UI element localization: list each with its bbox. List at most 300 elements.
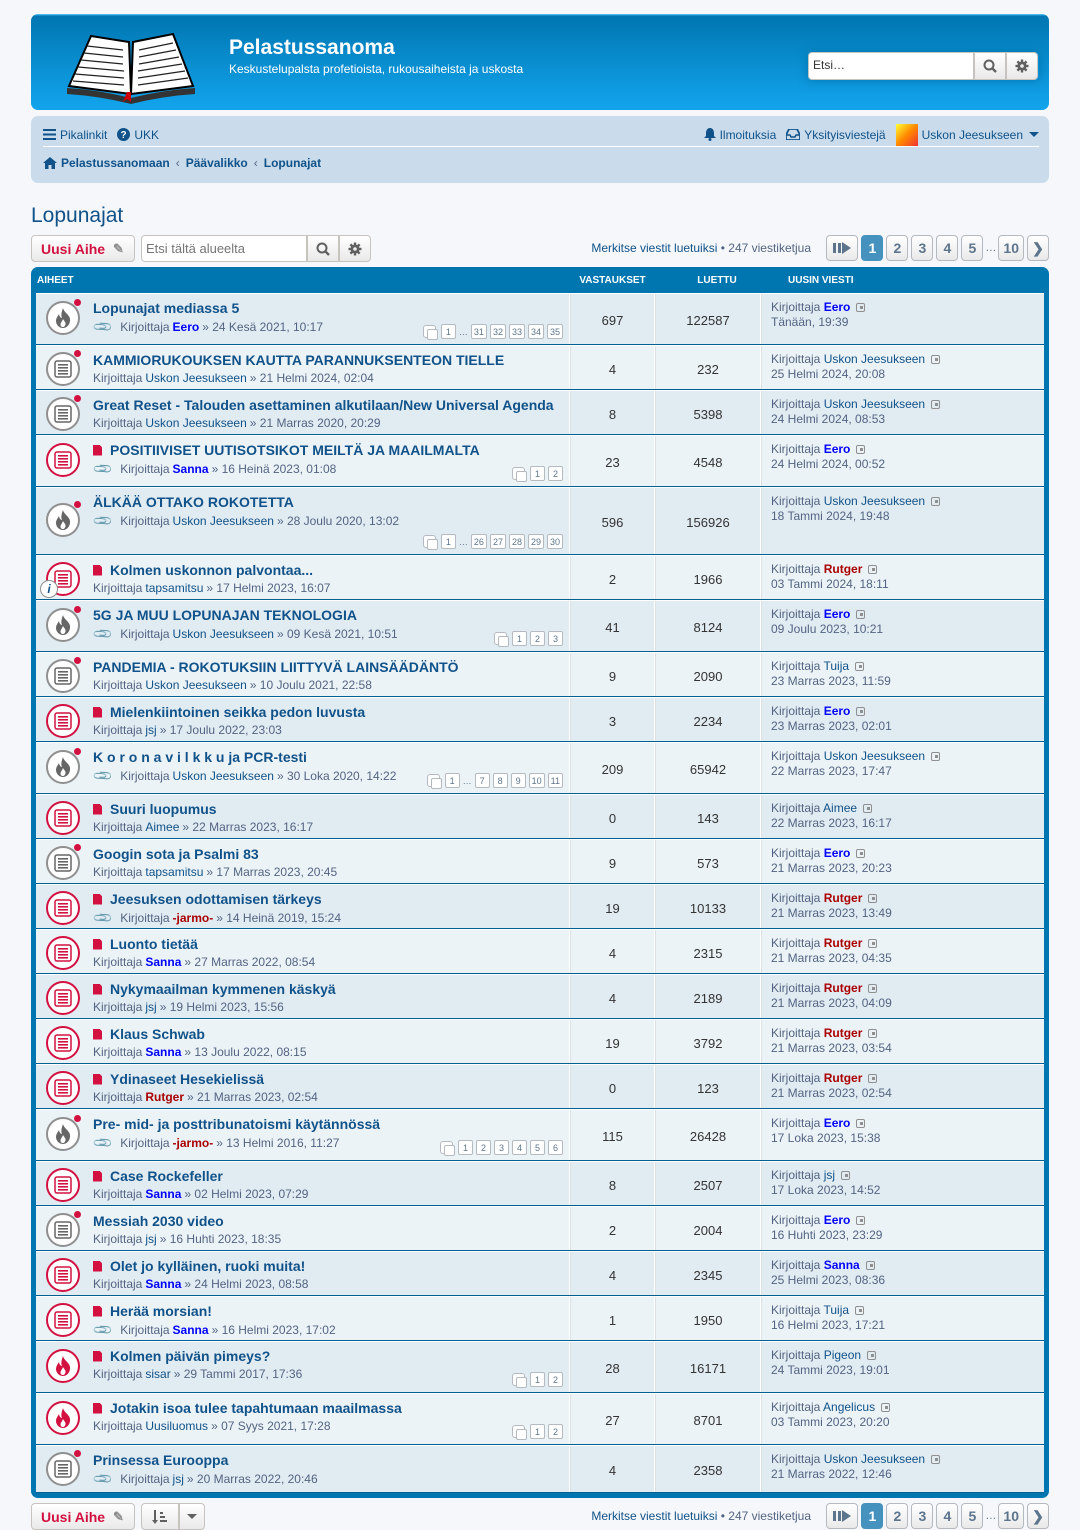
topic-title[interactable] (93, 1116, 380, 1132)
separator: » (159, 1000, 170, 1014)
topic-author[interactable]: jsj (145, 723, 157, 737)
topic-pagination (421, 324, 563, 339)
topic-title[interactable] (93, 749, 307, 765)
mark-read-link[interactable]: Merkitse viestit luetuiksi (591, 241, 718, 255)
topic-page-link[interactable]: 6 (548, 1140, 563, 1155)
topic-author[interactable]: jsj (145, 1000, 157, 1014)
topic-page-link[interactable]: 4 (512, 1140, 527, 1155)
topic-title[interactable] (93, 352, 504, 368)
page-3[interactable]: 3 (911, 235, 933, 261)
go-to-post-icon[interactable] (931, 1455, 940, 1464)
last-post-author[interactable]: Uskon Jeesukseen (823, 352, 926, 366)
last-post-author[interactable]: Uskon Jeesukseen (823, 1452, 926, 1466)
last-post-author[interactable]: Rutger (823, 1071, 863, 1085)
topic-page-link[interactable]: 1 (458, 1140, 473, 1155)
topic-author[interactable]: Uskon Jeesukseen (172, 627, 274, 641)
last-post-author[interactable]: Eero (823, 1116, 851, 1130)
topic-title[interactable] (93, 1213, 224, 1229)
topic-date: 30 Loka 2020, 14:22 (286, 769, 397, 783)
topic-author[interactable]: Sanna (172, 1323, 209, 1337)
topic-meta (93, 865, 337, 879)
page-2[interactable]: 2 (886, 1503, 908, 1529)
last-post-author[interactable]: Angelicus (823, 1400, 876, 1414)
unread-post-icon[interactable] (93, 1261, 102, 1272)
topic-title[interactable] (93, 494, 294, 510)
topic-cell (36, 1207, 570, 1250)
topic-page-link[interactable]: 26 (471, 534, 487, 549)
topic-title[interactable] (93, 300, 239, 316)
topic-meta (93, 1232, 281, 1246)
go-to-post-icon[interactable] (841, 1171, 850, 1180)
next-page-button[interactable] (1027, 1503, 1049, 1529)
page-10[interactable]: 10 (998, 1503, 1024, 1529)
separator: » (249, 416, 260, 430)
notifications-link[interactable] (704, 128, 777, 142)
view-count: 1950 (655, 1297, 761, 1340)
last-post-author[interactable]: Tuija (823, 659, 850, 673)
by-label: Kirjoittaja (93, 1367, 143, 1381)
reply-count: 115 (570, 1110, 655, 1160)
topic-meta (93, 1045, 307, 1059)
last-post-date: 03 Tammi 2024, 18:11 (771, 577, 889, 591)
topic-author[interactable]: Sanna (172, 462, 209, 476)
last-post-date: 21 Marras 2023, 13:49 (771, 906, 892, 920)
go-to-post-icon[interactable] (856, 445, 865, 454)
go-to-post-icon[interactable] (868, 939, 877, 948)
last-post-date: 21 Marras 2023, 04:35 (771, 951, 892, 965)
search-button[interactable] (974, 52, 1006, 80)
view-count: 2315 (655, 930, 761, 973)
topic-page-link[interactable]: 1 (530, 1372, 545, 1387)
page-5[interactable]: 5 (961, 1503, 983, 1529)
topic-page-link[interactable]: 27 (490, 534, 506, 549)
page-2[interactable]: 2 (886, 235, 908, 261)
topic-page-link[interactable]: 28 (509, 534, 525, 549)
page-3[interactable]: 3 (911, 1503, 933, 1529)
last-post-author[interactable]: Rutger (823, 936, 863, 950)
action-bar-bottom (31, 1503, 1049, 1530)
new-topic-button[interactable] (31, 1503, 135, 1530)
last-post-author-line (771, 704, 1044, 719)
site-title[interactable]: Pelastussanoma (229, 36, 395, 59)
last-post-author[interactable]: Rutger (823, 1026, 863, 1040)
view-count: 2345 (655, 1252, 761, 1295)
topic-author[interactable]: Aimee (145, 820, 180, 834)
reply-count: 4 (570, 975, 655, 1018)
last-post-author[interactable]: Rutger (823, 562, 863, 576)
unread-post-icon[interactable] (93, 1403, 102, 1414)
by-label: Kirjoittaja (771, 1116, 821, 1130)
topic-title[interactable] (93, 1452, 228, 1468)
topic-author[interactable]: Rutger (145, 1090, 185, 1104)
by-label: Kirjoittaja (771, 1026, 821, 1040)
last-post-author[interactable]: Eero (823, 607, 851, 621)
go-to-post-icon[interactable] (931, 752, 940, 761)
topic-title[interactable] (93, 1026, 205, 1042)
topic-page-link[interactable]: 1 (512, 631, 527, 646)
jump-to-page-button[interactable] (826, 235, 858, 261)
next-page-button[interactable] (1027, 235, 1049, 261)
go-to-post-icon[interactable] (866, 1261, 875, 1270)
breadcrumb-forum[interactable]: Lopunajat (263, 156, 322, 170)
unread-post-icon[interactable] (93, 445, 102, 456)
topic-page-link[interactable]: 7 (475, 773, 490, 788)
go-to-post-icon[interactable] (855, 662, 864, 671)
go-to-post-icon[interactable] (931, 355, 940, 364)
header-views: LUETTU (697, 274, 737, 286)
hot-topic-icon[interactable] (46, 608, 80, 642)
topic-date: 13 Joulu 2022, 08:15 (194, 1045, 307, 1059)
forum-search-input[interactable] (141, 235, 307, 262)
hot-topic-icon[interactable] (46, 503, 80, 537)
topic-page-link[interactable]: 1 (530, 466, 545, 481)
unread-post-icon[interactable] (93, 984, 102, 995)
topic-author[interactable]: -jarmo- (172, 1136, 214, 1150)
go-to-post-icon[interactable] (868, 984, 877, 993)
topic-icon[interactable] (46, 1452, 80, 1486)
last-post-author[interactable]: Eero (823, 300, 851, 314)
topic-title[interactable] (93, 704, 365, 720)
separator: » (184, 1277, 195, 1291)
quicklinks-menu[interactable] (43, 128, 107, 142)
topic-page-link[interactable]: 29 (528, 534, 544, 549)
hot-topic-icon[interactable] (46, 1117, 80, 1151)
topic-row (36, 1296, 1044, 1341)
topic-page-link[interactable]: 35 (547, 324, 563, 339)
forum-advanced-search-button[interactable] (339, 235, 371, 262)
last-post-author[interactable]: Rutger (823, 981, 863, 995)
advanced-search-button[interactable] (1006, 52, 1038, 80)
unread-post-icon[interactable] (93, 1171, 102, 1182)
last-post-date: 16 Helmi 2023, 17:21 (771, 1318, 886, 1332)
unread-post-icon[interactable] (93, 1074, 102, 1085)
last-post-date: Tänään, 19:39 (771, 315, 849, 329)
last-post-author-line (771, 1071, 1044, 1086)
topic-row (36, 1064, 1044, 1109)
bible-logo[interactable] (61, 28, 201, 104)
topic-page-link[interactable]: 32 (490, 324, 506, 339)
info-icon[interactable]: i (40, 580, 58, 598)
hot-topic-icon[interactable] (46, 750, 80, 784)
by-label: Kirjoittaja (93, 1090, 143, 1104)
paperclip-icon: 📎 (91, 906, 114, 929)
go-to-post-icon[interactable] (856, 1119, 865, 1128)
unread-topic-icon[interactable] (46, 1258, 80, 1292)
topic-page-link[interactable]: 2 (548, 1424, 563, 1439)
topic-page-link[interactable]: 10 (529, 773, 545, 788)
by-label: Kirjoittaja (120, 514, 170, 528)
last-post-cell (761, 391, 1044, 434)
by-label: Kirjoittaja (771, 1071, 821, 1085)
unread-post-icon[interactable] (93, 804, 102, 815)
site-header (31, 14, 1049, 110)
topic-title[interactable] (93, 1348, 270, 1364)
topic-page-link[interactable]: 1 (445, 773, 460, 788)
user-menu[interactable] (896, 124, 1039, 146)
go-to-post-icon[interactable] (881, 1403, 890, 1412)
topic-title-text: Kolmen uskonnon palvontaa... (110, 562, 314, 578)
by-label: Kirjoittaja (93, 1232, 143, 1246)
topic-title[interactable] (93, 442, 480, 458)
topic-date: 07 Syys 2021, 17:28 (221, 1419, 331, 1433)
page-5[interactable]: 5 (961, 235, 983, 261)
last-post-author[interactable]: Eero (823, 442, 851, 456)
breadcrumb-home[interactable]: Pelastussanomaan (61, 156, 170, 170)
last-post-author[interactable]: Eero (823, 704, 851, 718)
topic-row (36, 652, 1044, 697)
topic-page-link[interactable]: 33 (509, 324, 525, 339)
sort-button[interactable] (141, 1503, 179, 1530)
unread-topic-icon[interactable] (46, 801, 80, 835)
header-last-post: UUSIN VIESTI (788, 274, 854, 286)
topic-author[interactable]: Sanna (145, 955, 182, 969)
last-post-date: 09 Joulu 2023, 10:21 (771, 622, 884, 636)
topic-icon[interactable] (46, 397, 80, 431)
last-post-author-line (771, 1168, 1044, 1183)
last-post-cell (761, 840, 1044, 883)
by-label: Kirjoittaja (771, 891, 821, 905)
topic-page-link[interactable]: 1 (441, 324, 456, 339)
last-post-author[interactable]: Sanna (823, 1258, 860, 1272)
topic-icon[interactable] (46, 846, 80, 880)
separator: » (184, 1187, 195, 1201)
topic-page-link[interactable]: 5 (530, 1140, 545, 1155)
page-1[interactable]: 1 (861, 1503, 883, 1529)
paperclip-icon: 📎 (91, 315, 114, 338)
last-post-author[interactable]: Eero (823, 1213, 851, 1227)
sort-dropdown-button[interactable] (179, 1503, 205, 1530)
last-post-date: 24 Helmi 2024, 08:53 (771, 412, 886, 426)
topic-author[interactable]: jsj (172, 1472, 184, 1486)
topic-author[interactable]: Uskon Jeesukseen (145, 371, 247, 385)
unread-post-icon[interactable] (93, 1029, 102, 1040)
topic-page-link[interactable]: 1 (441, 534, 456, 549)
topic-author[interactable]: Uusiluomus (145, 1419, 209, 1433)
topic-title[interactable] (93, 1071, 264, 1087)
go-to-post-icon[interactable] (931, 400, 940, 409)
last-post-author[interactable]: Pigeon (823, 1348, 862, 1362)
topic-title[interactable] (93, 1168, 223, 1184)
topic-title[interactable] (93, 607, 357, 623)
go-to-post-icon[interactable] (863, 804, 872, 813)
topic-icon[interactable] (46, 659, 80, 693)
new-post-dot-icon (74, 1115, 81, 1122)
go-to-post-icon[interactable] (856, 303, 865, 312)
topic-page-link[interactable]: 31 (471, 324, 487, 339)
username-label: Uskon Jeesukseen (921, 127, 1023, 142)
topic-row (36, 1341, 1044, 1393)
forum-search-button[interactable] (307, 235, 339, 262)
jump-page-icon (833, 242, 851, 254)
last-post-author[interactable]: jsj (823, 1168, 836, 1182)
jump-to-page-button[interactable] (826, 1503, 858, 1529)
by-label: Kirjoittaja (771, 352, 821, 366)
topic-page-link[interactable]: 11 (548, 773, 563, 788)
last-post-author[interactable]: Uskon Jeesukseen (823, 494, 926, 508)
topic-page-link[interactable]: 9 (511, 773, 526, 788)
topic-title[interactable] (93, 1400, 402, 1416)
by-label: Kirjoittaja (771, 1168, 821, 1182)
go-to-post-icon[interactable] (856, 610, 865, 619)
by-label: Kirjoittaja (120, 1472, 170, 1486)
unread-topic-icon[interactable] (46, 1303, 80, 1337)
go-to-post-icon[interactable] (868, 565, 877, 574)
page-ellipsis: … (462, 775, 472, 786)
topic-title[interactable] (93, 659, 459, 675)
unread-post-icon[interactable] (93, 707, 102, 718)
unread-post-icon[interactable] (93, 939, 102, 950)
go-to-post-icon[interactable] (868, 1029, 877, 1038)
page-4[interactable]: 4 (936, 1503, 958, 1529)
topic-author[interactable]: sisar (145, 1367, 171, 1381)
topic-cell (36, 930, 570, 973)
new-topic-button[interactable] (31, 235, 135, 262)
last-post-author[interactable]: Uskon Jeesukseen (823, 749, 926, 763)
reply-count: 0 (570, 795, 655, 838)
topic-page-link[interactable]: 2 (548, 466, 563, 481)
last-post-cell (761, 1342, 1044, 1392)
topic-icon[interactable] (46, 352, 80, 386)
topic-meta (91, 1318, 336, 1341)
topic-author[interactable]: jsj (145, 1232, 157, 1246)
go-to-post-icon[interactable] (856, 849, 865, 858)
topic-page-link[interactable]: 3 (494, 1140, 509, 1155)
go-to-post-icon[interactable] (855, 1306, 864, 1315)
view-count: 8124 (655, 601, 761, 651)
header-search-input[interactable]: Etsi… (808, 52, 974, 80)
last-post-author[interactable]: Tuija (823, 1303, 850, 1317)
topic-meta (91, 622, 398, 645)
view-count: 2234 (655, 698, 761, 741)
last-post-cell (761, 601, 1044, 651)
private-messages-link[interactable] (786, 128, 885, 142)
last-post-author[interactable]: Rutger (823, 891, 863, 905)
unread-topic-icon[interactable] (46, 981, 80, 1015)
last-post-cell (761, 1446, 1044, 1492)
reply-count: 209 (570, 743, 655, 793)
unread-topic-icon[interactable] (46, 936, 80, 970)
unread-topic-icon[interactable] (46, 1168, 80, 1202)
topic-author[interactable]: tapsamitsu (145, 865, 204, 879)
unread-post-icon[interactable] (93, 894, 102, 905)
topic-date: 02 Helmi 2023, 07:29 (194, 1187, 309, 1201)
topic-page-link[interactable]: 8 (493, 773, 508, 788)
topic-cell (36, 1446, 570, 1492)
sort-options (141, 1503, 205, 1530)
chevron-right-icon: ❯ (1032, 239, 1044, 256)
topic-title[interactable] (93, 562, 313, 578)
hot-topic-icon[interactable] (46, 301, 80, 335)
topic-page-link[interactable]: 2 (548, 1372, 563, 1387)
topic-author[interactable]: tapsamitsu (145, 581, 204, 595)
gear-icon (1015, 59, 1029, 73)
topic-author[interactable]: Sanna (145, 1045, 182, 1059)
topic-title[interactable] (93, 891, 322, 907)
page-10[interactable]: 10 (998, 235, 1024, 261)
unread-post-icon[interactable] (93, 1306, 102, 1317)
hot-topic-icon[interactable] (46, 1401, 80, 1435)
topic-title[interactable] (93, 1303, 212, 1319)
hot-topic-icon[interactable] (46, 1349, 80, 1383)
topic-author[interactable]: Uskon Jeesukseen (145, 416, 247, 430)
topic-date: 22 Marras 2023, 16:17 (192, 820, 314, 834)
page-4[interactable]: 4 (936, 235, 958, 261)
unread-topic-icon[interactable] (46, 891, 80, 925)
go-to-post-icon[interactable] (868, 1074, 877, 1083)
go-to-post-icon[interactable] (931, 497, 940, 506)
new-post-dot-icon (74, 657, 81, 664)
topic-page-link[interactable]: 2 (530, 631, 545, 646)
topic-title[interactable] (93, 846, 259, 862)
last-post-date: 25 Helmi 2024, 20:08 (771, 367, 886, 381)
topic-title[interactable] (93, 397, 554, 413)
topic-author[interactable]: Sanna (145, 1277, 182, 1291)
topic-page-link[interactable]: 2 (476, 1140, 491, 1155)
unread-topic-icon[interactable] (46, 1026, 80, 1060)
last-post-author[interactable]: Uskon Jeesukseen (823, 397, 926, 411)
topic-author[interactable]: Uskon Jeesukseen (145, 678, 247, 692)
topic-cell (36, 975, 570, 1018)
go-to-post-icon[interactable] (868, 894, 877, 903)
topic-icon[interactable] (46, 1213, 80, 1247)
topic-title[interactable] (93, 801, 217, 817)
unread-topic-icon[interactable] (46, 1071, 80, 1105)
last-post-author-line (771, 981, 1044, 996)
page-1[interactable]: 1 (861, 235, 883, 261)
last-post-author[interactable]: Aimee (823, 801, 858, 815)
reply-count: 2 (570, 556, 655, 599)
go-to-post-icon[interactable] (867, 1351, 876, 1360)
topic-author[interactable]: Uskon Jeesukseen (172, 769, 274, 783)
go-to-post-icon[interactable] (856, 1216, 865, 1225)
breadcrumb-main-index[interactable]: Päävalikko (185, 156, 248, 170)
topic-title-text: K o r o n a v i l k k u ja PCR-testi (93, 749, 307, 765)
separator: » (216, 911, 227, 925)
topic-title[interactable] (93, 936, 198, 952)
pencil-icon: ✎ (113, 240, 124, 256)
topic-author[interactable]: -jarmo- (172, 911, 214, 925)
faq-link[interactable] (117, 128, 159, 142)
topic-cell (36, 1394, 570, 1444)
last-post-author[interactable]: Eero (823, 846, 851, 860)
topic-page-link[interactable]: 3 (548, 631, 563, 646)
topic-author[interactable]: Eero (172, 320, 200, 334)
topic-title-text: Luonto tietää (110, 936, 198, 952)
mark-read-link[interactable]: Merkitse viestit luetuiksi (591, 1509, 718, 1523)
paperclip-icon: 📎 (91, 509, 114, 532)
topic-title[interactable] (93, 981, 336, 997)
go-to-post-icon[interactable] (856, 707, 865, 716)
unread-topic-icon[interactable] (46, 704, 80, 738)
reply-count: 9 (570, 840, 655, 883)
pages-icon (512, 467, 525, 480)
topic-page-link[interactable]: 34 (528, 324, 544, 339)
unread-topic-icon[interactable] (46, 443, 80, 477)
topic-pagination (510, 1424, 563, 1439)
topic-author[interactable]: Sanna (145, 1187, 182, 1201)
topic-page-link[interactable]: 1 (530, 1424, 545, 1439)
reply-count: 27 (570, 1394, 655, 1444)
unread-post-icon[interactable] (93, 1351, 102, 1362)
topic-author[interactable]: Uskon Jeesukseen (172, 514, 274, 528)
unread-post-icon[interactable] (93, 565, 102, 576)
paperclip-icon: 📎 (91, 1318, 114, 1341)
forum-title[interactable]: Lopunajat (31, 204, 124, 227)
new-post-dot-icon (74, 501, 81, 508)
topic-page-link[interactable]: 30 (547, 534, 563, 549)
topic-title[interactable] (93, 1258, 305, 1274)
topic-date: 17 Marras 2023, 20:45 (216, 865, 338, 879)
